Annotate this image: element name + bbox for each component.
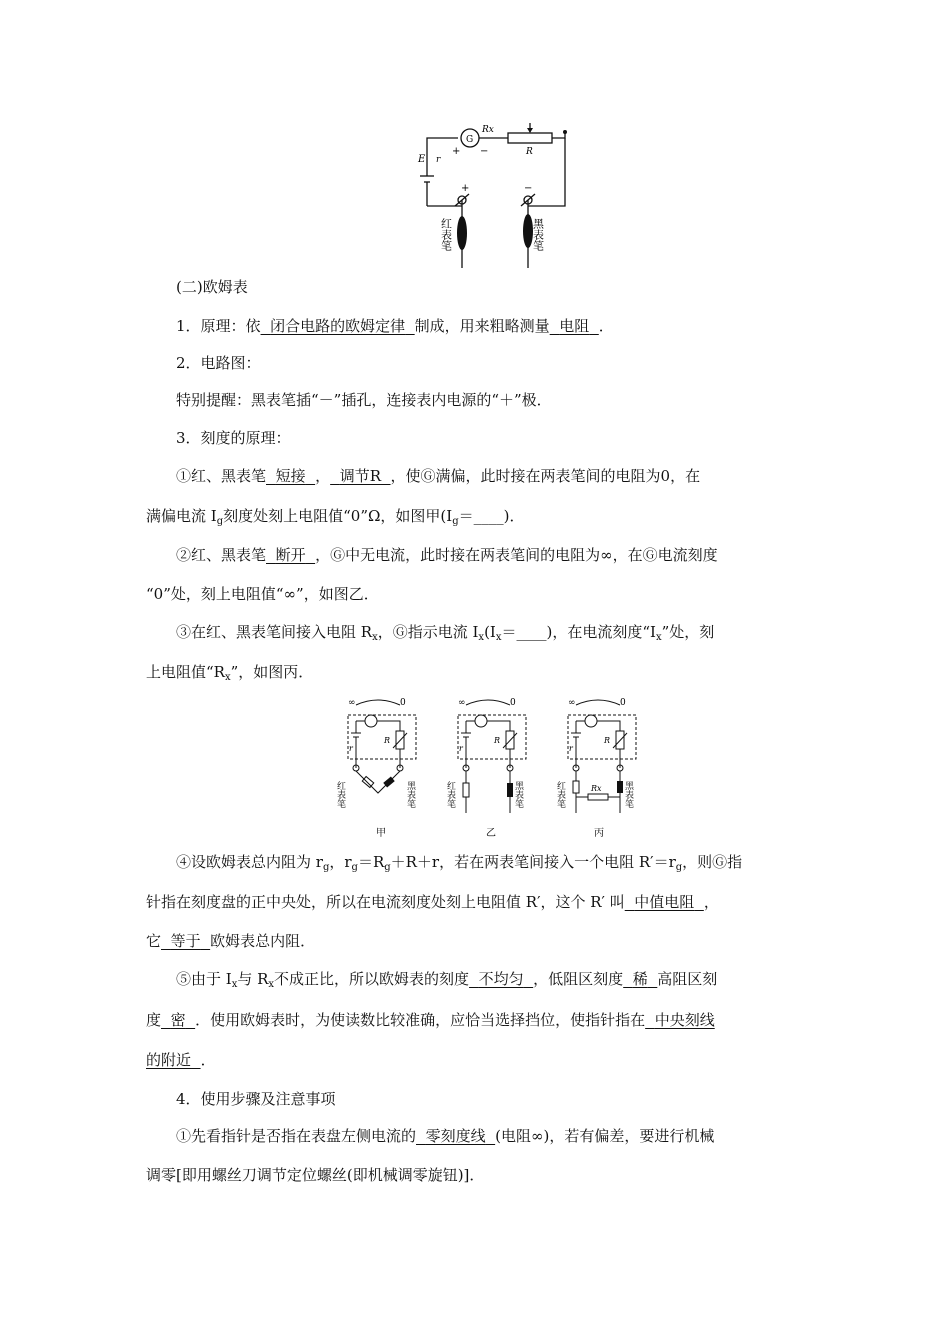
diagram-bing bbox=[555, 698, 636, 839]
ohmmeter-circuit-diagram bbox=[410, 118, 580, 273]
emf-label: E bbox=[418, 154, 426, 165]
paragraph-step-1: ①红、黑表笔 短接 ， 调节R ，使Ⓖ满偏，此时接在两表笔间的电阻为0，在 bbox=[176, 467, 701, 485]
paragraph-step-1-cont: 满偏电流 $I_g$刻度处刻上电阻值“0”Ω，如图甲$(I_g=\_\_\_\_)$． bbox=[146, 507, 525, 527]
caption-yi: 乙 bbox=[486, 828, 496, 839]
svg-text:R: R bbox=[604, 736, 611, 745]
svg-text:红表笔: 红表笔 bbox=[445, 781, 455, 808]
minus-label: − bbox=[480, 146, 489, 157]
rx-label-bing: Rx bbox=[591, 784, 602, 793]
paragraph-step-5: ⑤由于 $I_x$与 $R_x$不成正比，所以欧姆表的刻度 不均匀 ，低阻区刻度 稀 高阻区刻 bbox=[176, 970, 718, 990]
zero-label-a: 0 bbox=[400, 698, 406, 708]
paragraph-step-4-cont: 针指在刻度盘的正中央处，所以在电流刻度处刻上电阻值 R′，这个 R′ 叫 中值电阻 ， bbox=[146, 893, 719, 911]
red-probe-label: 红表笔 bbox=[439, 218, 453, 251]
internal-r-label: r bbox=[436, 155, 441, 165]
paragraph-step-4-end: 它 等于 欧姆表总内阻． bbox=[146, 932, 316, 950]
black-minus-label: − bbox=[524, 183, 533, 194]
inf-label-a: ∞ bbox=[348, 698, 356, 708]
paragraph-usage-1-cont: 调零[即用螺丝刀调节定位螺丝(即机械调零旋钮)]． bbox=[146, 1166, 485, 1184]
diagram-yi bbox=[445, 698, 526, 839]
svg-text:r: r bbox=[349, 744, 353, 753]
svg-text:红表笔: 红表笔 bbox=[335, 781, 345, 808]
paragraph-step-3: ③在红、黑表笔间接入电阻 $R_x$，Ⓖ指示电流 $I_x(I_x=\_\_\_\_)$，在电流刻度“$I_x$”处，刻 bbox=[176, 623, 715, 643]
paragraph-note: 特别提醒：黑表笔插“－”插孔，连接表内电源的“＋”极． bbox=[176, 391, 552, 409]
svg-text:r: r bbox=[569, 744, 573, 753]
svg-text:0: 0 bbox=[620, 698, 626, 708]
paragraph-usage-1: ①先看指针是否指在表盘左侧电流的 零刻度线 (电阻∞)，若有偏差，要进行机械 bbox=[176, 1127, 715, 1145]
svg-text:黑表笔: 黑表笔 bbox=[623, 781, 633, 808]
rx-label: Rx bbox=[482, 125, 494, 135]
svg-text:黑表笔: 黑表笔 bbox=[513, 781, 523, 808]
black-probe-label: 黑表笔 bbox=[531, 218, 545, 251]
svg-text:红表笔: 红表笔 bbox=[555, 781, 565, 808]
svg-text:∞: ∞ bbox=[458, 698, 466, 708]
paragraph-step-5-end: 的附近 ． bbox=[146, 1051, 216, 1069]
svg-text:r: r bbox=[459, 744, 463, 753]
section-heading: (二)欧姆表 bbox=[176, 278, 248, 296]
paragraph-usage-heading: 4．使用步骤及注意事项 bbox=[176, 1090, 336, 1108]
paragraph-circuit: 2．电路图： bbox=[176, 354, 261, 372]
scale-principle-diagrams bbox=[335, 693, 638, 843]
svg-text:黑表笔: 黑表笔 bbox=[405, 781, 415, 808]
svg-text:R: R bbox=[494, 736, 501, 745]
svg-text:∞: ∞ bbox=[568, 698, 576, 708]
svg-text:R: R bbox=[384, 736, 391, 745]
caption-jia: 甲 bbox=[376, 828, 386, 839]
red-plus-label: + bbox=[461, 183, 470, 194]
galvanometer-symbol: G bbox=[466, 135, 474, 145]
paragraph-step-3-cont: 上电阻值“$R_x$”，如图丙． bbox=[146, 663, 314, 683]
paragraph-principle: 1．原理：依 闭合电路的欧姆定律 制成，用来粗略测量 电阻 ． bbox=[176, 317, 614, 335]
paragraph-scale-principle: 3．刻度的原理： bbox=[176, 429, 291, 447]
plus-label: + bbox=[452, 146, 461, 157]
paragraph-step-4: ④设欧姆表总内阻为 $r_g$，$r_g=R_g+R+r$，若在两表笔间接入一个电阻 $R'=r_g$，则Ⓖ指 bbox=[176, 853, 743, 873]
caption-bing: 丙 bbox=[594, 828, 604, 839]
diagram-jia bbox=[335, 698, 416, 839]
svg-text:0: 0 bbox=[510, 698, 516, 708]
paragraph-step-2-cont: “0”处，刻上电阻值“∞”，如图乙． bbox=[146, 585, 379, 603]
paragraph-step-2: ②红、黑表笔 断开 ，Ⓖ中无电流，此时接在两表笔间的电阻为∞，在Ⓖ电流刻度 bbox=[176, 546, 718, 564]
paragraph-step-5-cont: 度 密 ．使用欧姆表时，为使读数比较准确，应恰当选择挡位，使指针指在 中央刻线 bbox=[146, 1011, 715, 1029]
resistor-label: R bbox=[526, 147, 533, 157]
